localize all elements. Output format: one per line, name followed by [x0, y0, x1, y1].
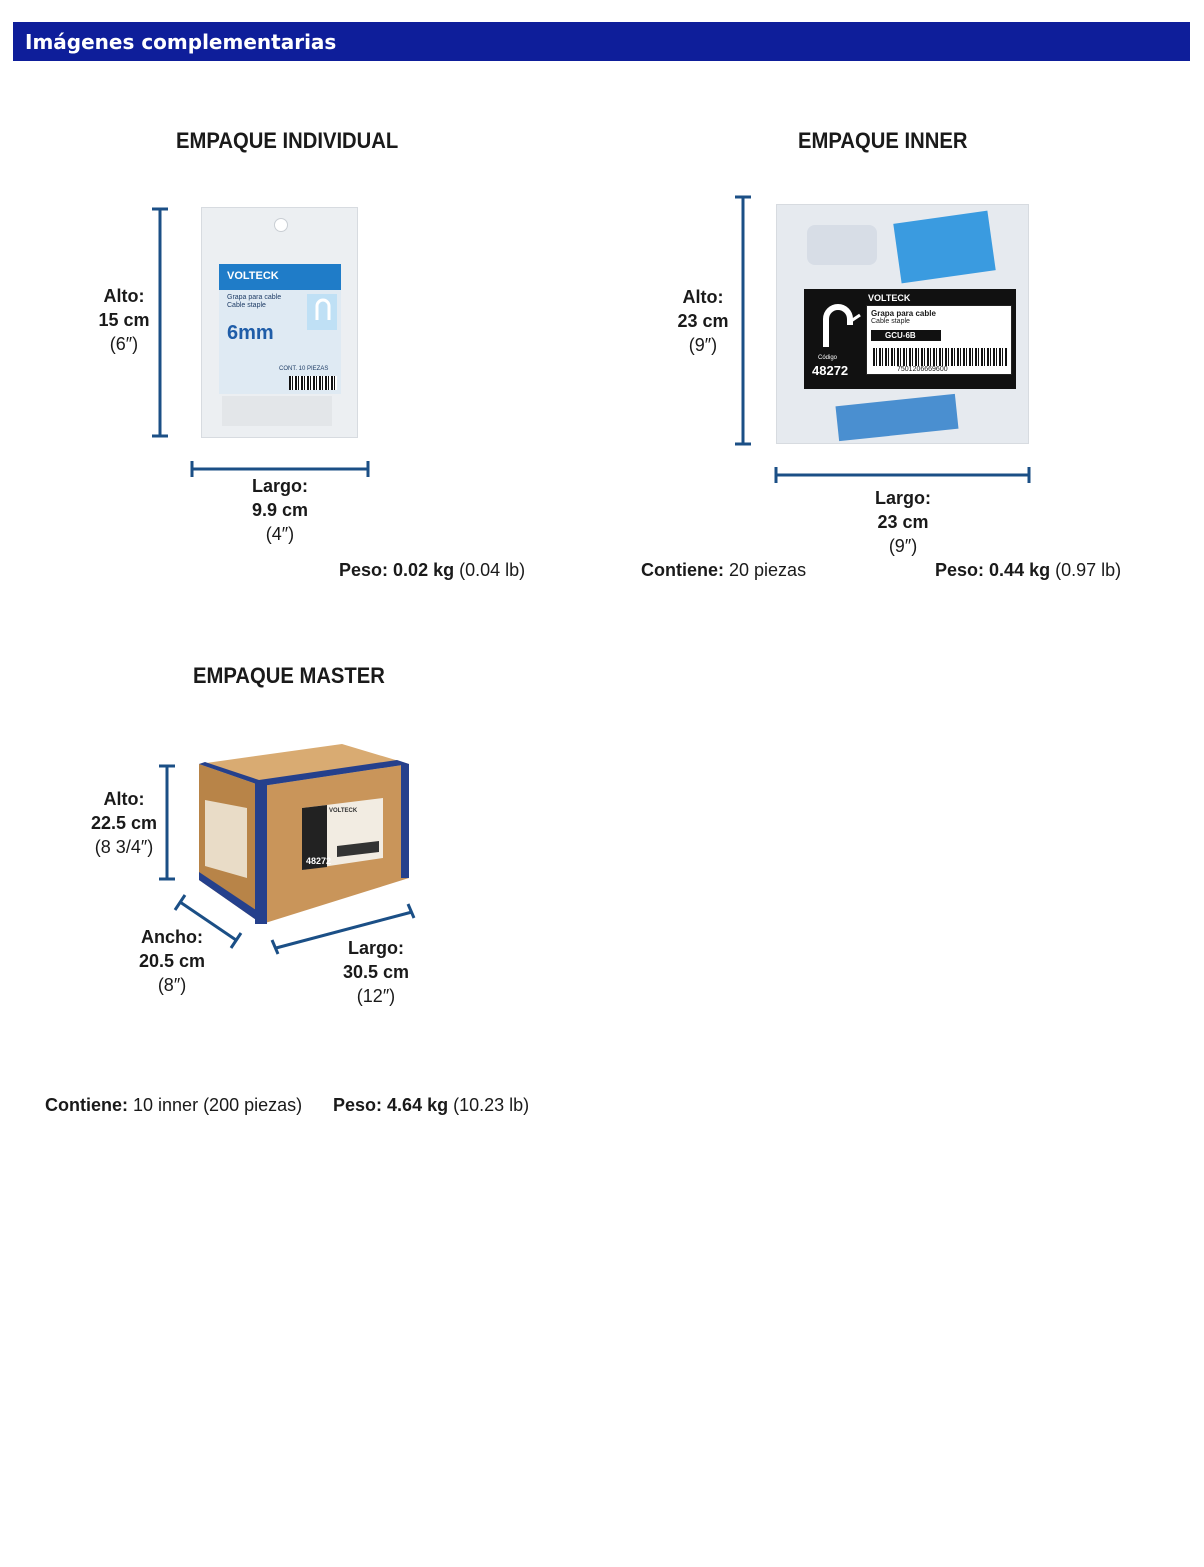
weight-imperial: (10.23 lb) [453, 1095, 530, 1115]
dimension-value: 23 cm [877, 512, 929, 532]
product-name-es: Grapa para cable [227, 294, 282, 301]
staple-icon [307, 294, 337, 330]
dimension-value: 15 cm [98, 310, 150, 330]
master-height-ruler [157, 765, 177, 881]
dimension-label: Alto: [103, 789, 145, 809]
product-name-en: Cable staple [871, 318, 910, 325]
barcode [289, 376, 337, 390]
dimension-imperial: (9″) [888, 536, 918, 556]
master-contents [45, 1095, 302, 1116]
dimension-value: 20.5 cm [138, 951, 206, 971]
dimension-label: Largo: [251, 476, 308, 496]
dimension-value: 30.5 cm [342, 962, 410, 982]
dimension-label: Largo: [875, 488, 931, 508]
weight-imperial: (0.97 lb) [1055, 560, 1122, 580]
section-header-title: Imágenes complementarias [25, 29, 337, 54]
staples-inside [222, 396, 332, 426]
inner-width-dimension [875, 486, 931, 558]
inner-weight [935, 560, 1121, 581]
master-width-dimension [343, 936, 409, 1008]
individual-width-dimension [252, 474, 308, 546]
individual-height-ruler [150, 208, 170, 438]
inner-small-bag [893, 211, 995, 284]
inner-width-ruler [775, 466, 1031, 486]
weight-value: 0.44 kg [989, 560, 1051, 580]
contents-value: 20 piezas [729, 560, 807, 580]
dimension-imperial: (6″) [109, 334, 139, 354]
staple-size: 6mm [227, 322, 274, 344]
dimension-imperial: (12″) [356, 986, 396, 1006]
dimension-label: Ancho: [141, 927, 203, 947]
weight-label: Peso: [333, 1095, 383, 1115]
master-title: EMPAQUE MASTER [193, 663, 385, 688]
staples-cluster [807, 225, 877, 265]
dimension-label: Alto: [682, 287, 724, 307]
inner-height-dimension [677, 285, 728, 357]
contents-value: 10 inner (200 piezas) [133, 1095, 303, 1115]
weight-value: 4.64 kg [387, 1095, 449, 1115]
staple-icon [810, 297, 862, 357]
brand-logo: VOLTECK [227, 270, 279, 282]
weight-label: Peso: [935, 560, 985, 580]
dimension-imperial: (8 3/4″) [94, 837, 154, 857]
barcode [873, 348, 1007, 366]
product-name-en: Cable staple [227, 302, 266, 309]
barcode-number: 7501206669600 [897, 366, 948, 373]
individual-package-image [201, 207, 358, 438]
codigo-label: Código [818, 355, 838, 361]
inner-title: EMPAQUE INNER [798, 128, 968, 153]
master-weight [333, 1095, 529, 1116]
individual-weight [339, 560, 525, 581]
weight-value: 0.02 kg [393, 560, 455, 580]
brand-logo: VOLTECK [868, 293, 911, 303]
individual-height-dimension [98, 284, 149, 356]
dimension-imperial: (4″) [265, 524, 295, 544]
dimension-imperial: (9″) [688, 335, 718, 355]
dimension-label: Largo: [348, 938, 404, 958]
hang-hole [274, 218, 288, 232]
contents-label: Contiene: [641, 560, 724, 580]
weight-imperial: (0.04 lb) [459, 560, 526, 580]
inner-height-ruler [733, 196, 753, 446]
dimension-imperial: (8″) [157, 975, 187, 995]
brand-logo: VOLTECK [329, 808, 358, 814]
dimension-value: 22.5 cm [90, 813, 158, 833]
package-contents: CONT. 10 PIEZAS [279, 366, 329, 372]
inner-label [804, 289, 1016, 389]
section-header-bar [13, 22, 1190, 61]
individual-title: EMPAQUE INDIVIDUAL [176, 128, 399, 153]
product-clave: GCU-6B [885, 331, 916, 340]
package-card [219, 264, 341, 394]
inner-contents [641, 560, 806, 581]
dimension-value: 9.9 cm [251, 500, 309, 520]
codigo-number: 48272 [812, 363, 849, 378]
inner-small-bag-bottom [835, 394, 958, 441]
master-depth-dimension [139, 925, 205, 997]
dimension-value: 23 cm [677, 311, 729, 331]
weight-label: Peso: [339, 560, 389, 580]
dimension-label: Alto: [103, 286, 145, 306]
master-height-dimension [91, 787, 157, 859]
inner-package-image [776, 204, 1029, 444]
label-info-panel [866, 305, 1012, 375]
codigo-number: 48272 [306, 856, 332, 866]
product-name-es: Grapa para cable [871, 309, 936, 318]
contents-label: Contiene: [45, 1095, 128, 1115]
